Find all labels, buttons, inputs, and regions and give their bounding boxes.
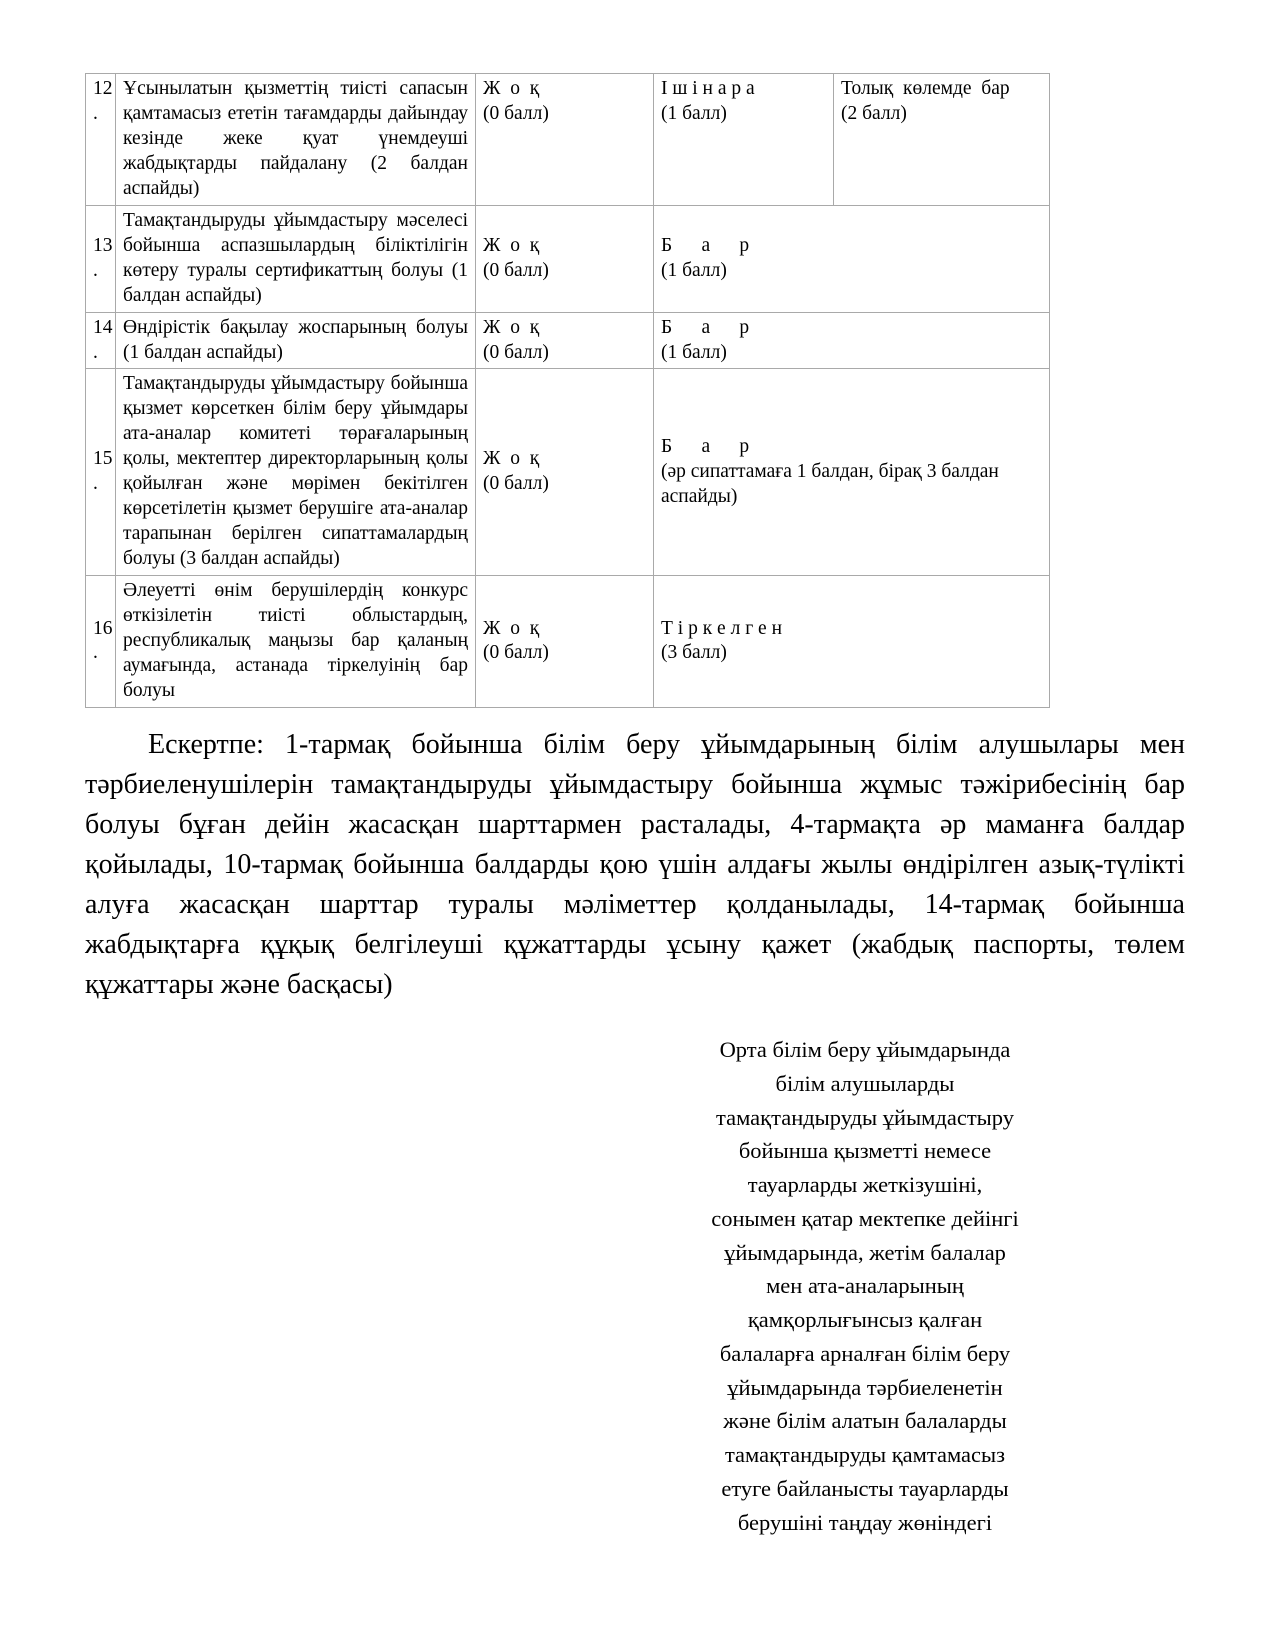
row-number: 14 . (86, 312, 116, 369)
score-cell-full: Толық көлемде бар (2 балл) (834, 74, 1050, 206)
score-cell-no: Ж о қ (0 балл) (476, 369, 654, 576)
score-cell-partial: І ш і н а р а (1 балл) (654, 74, 834, 206)
row-number: 12 . (86, 74, 116, 206)
criteria-cell: Тамақтандыруды ұйымдастыру мәселесі бойынша аспазшылардың біліктілігін көтеру туралы сертификаттың болуы (1 балдан аспайды) (116, 205, 476, 312)
score-cell-no: Ж о қ (0 балл) (476, 205, 654, 312)
table-row-12 (86, 74, 1050, 206)
criteria-cell: Ұсынылатын қызметтің тиісті сапасын қамтамасыз ететін тағамдарды дайындау кезінде жеке қуат үнемдеуші жабдықтарды пайдалану (2 балдан аспайды) (116, 74, 476, 206)
score-cell-no: Ж о қ (0 балл) (476, 576, 654, 708)
row-number: 15 . (86, 369, 116, 576)
criteria-cell: Өндірістік бақылау жоспарының болуы (1 балдан аспайды) (116, 312, 476, 369)
row-number: 16 . (86, 576, 116, 708)
criteria-cell: Әлеуетті өнім берушілердің конкурс өткізілетін тиісті облыстардың, республикалық маңызы бар қаланың аумағында, астанада тіркелуінің бар болуы (116, 576, 476, 708)
criteria-table (85, 73, 1050, 708)
table-row-14 (86, 312, 1050, 369)
row-number: 13 . (86, 205, 116, 312)
score-cell-yes: Б а р (1 балл) (654, 312, 1050, 369)
note-paragraph: Ескертпе: 1-тармақ бойынша білім беру ұйымдарының білім алушылары мен тәрбиеленушілерін тамақтандыруды ұйымдастыру бойынша жұмыс тәжірибесінің бар болуы бұған дейін жасасқан шарттармен расталады, 4-тармақта әр маманға балдар қойылады, 10-тармақ бойынша балдарды қою үшін алдағы жылы өндірілген азық-түлікті алуға жасасқан шарттар туралы мәліметтер қолданылады, 14-тармақ бойынша жабдықтарға құқық белгілеуші құжаттарды ұсыну қажет (жабдық паспорты, төлем құжаттары және басқасы) (85, 728, 1185, 1001)
table-row-15 (86, 369, 1050, 576)
closing-heading-block: Орта білім беру ұйымдарында білім алушыларды тамақтандыруды ұйымдастыру бойынша қызметті немесе тауарларды жеткізушіні, сонымен қатар мектепке дейінгі ұйымдарында, жетім балалар мен ата-аналарының қамқорлығынсыз қалған балаларға арналған білім беру ұйымдарында тәрбиеленетін және білім алатын балаларды тамақтандыруды қамтамасыз етуге байланысты тауарларды берушіні таңдау жөніндегі (711, 1037, 1019, 1535)
score-cell-registered: Т і р к е л г е н (3 балл) (654, 576, 1050, 708)
score-cell-no: Ж о қ (0 балл) (476, 312, 654, 369)
table-row-13 (86, 205, 1050, 312)
score-cell-yes: Б а р (1 балл) (654, 205, 1050, 312)
score-cell-yes: Б а р (әр сипаттамаға 1 балдан, бірақ 3 балдан аспайды) (654, 369, 1050, 576)
table-row-16 (86, 576, 1050, 708)
criteria-cell: Тамақтандыруды ұйымдастыру бойынша қызмет көрсеткен білім беру ұйымдары ата-аналар комитеті төрағаларының қолы, мектептер директорларының қолы қойылған және мөрімен бекітілген көрсетілетін қызмет берушіге ата-аналар тарапынан берілген сипаттамалардың болуы (3 балдан аспайды) (116, 369, 476, 576)
score-cell-no: Ж о қ (0 балл) (476, 74, 654, 206)
